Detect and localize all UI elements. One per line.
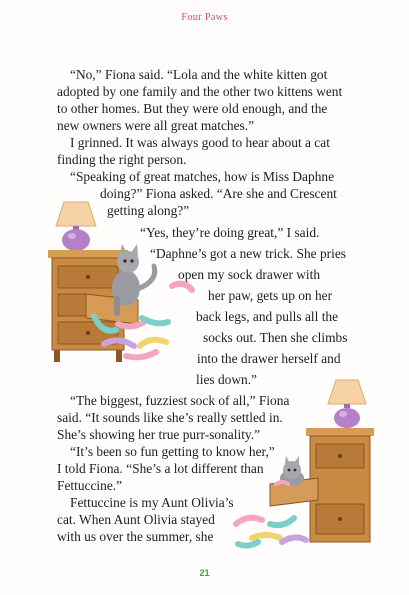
text-line: “It’s been so fun getting to know her,” bbox=[70, 444, 275, 459]
text-line: finding the right person. bbox=[57, 152, 187, 167]
text-line: lies down.” bbox=[196, 372, 257, 387]
text-line: “The biggest, fuzziest sock of all,” Fiona bbox=[70, 393, 290, 408]
running-header: Four Paws bbox=[181, 12, 228, 23]
dresser-kitten-drawer-illustration bbox=[232, 374, 382, 554]
text-line: new owners were all great matches.” bbox=[57, 118, 255, 133]
text-line: Fettuccine is my Aunt Olivia’s bbox=[70, 495, 234, 510]
text-line: cat. When Aunt Olivia stayed bbox=[57, 512, 215, 527]
text-line: “Yes, they’re doing great,” I said. bbox=[140, 225, 320, 240]
text-line: I grinned. It was always good to hear about a cat bbox=[70, 135, 330, 150]
text-line: Fettuccine.” bbox=[57, 478, 123, 493]
text-line: said. “It sounds like she’s really settled in. bbox=[57, 410, 283, 425]
text-line: doing?” Fiona asked. “Are she and Crescent bbox=[100, 186, 337, 201]
text-line: getting along?” bbox=[107, 203, 190, 218]
text-line: to other homes. But they were old enough, and the bbox=[57, 101, 328, 116]
text-line: open my sock drawer with bbox=[178, 267, 321, 282]
dresser-cat-socks-illustration bbox=[30, 196, 200, 386]
text-line: with us over the summer, she bbox=[57, 529, 214, 544]
text-line: her paw, gets up on her bbox=[208, 288, 333, 303]
page-number: 21 bbox=[199, 568, 210, 578]
text-line: I told Fiona. “She’s a lot different than bbox=[57, 461, 264, 476]
text-line: into the drawer herself and bbox=[197, 351, 341, 366]
text-line: “Speaking of great matches, how is Miss Daphne bbox=[70, 169, 335, 184]
text-line: She’s showing her true purr-sonality.” bbox=[57, 427, 261, 442]
text-line: socks out. Then she climbs bbox=[203, 330, 348, 345]
text-line: “No,” Fiona said. “Lola and the white kitten got bbox=[70, 67, 328, 82]
text-line: adopted by one family and the other two kittens went bbox=[57, 84, 343, 99]
text-line: “Daphne’s got a new trick. She pries bbox=[150, 246, 346, 261]
text-line: back legs, and pulls all the bbox=[196, 309, 339, 324]
